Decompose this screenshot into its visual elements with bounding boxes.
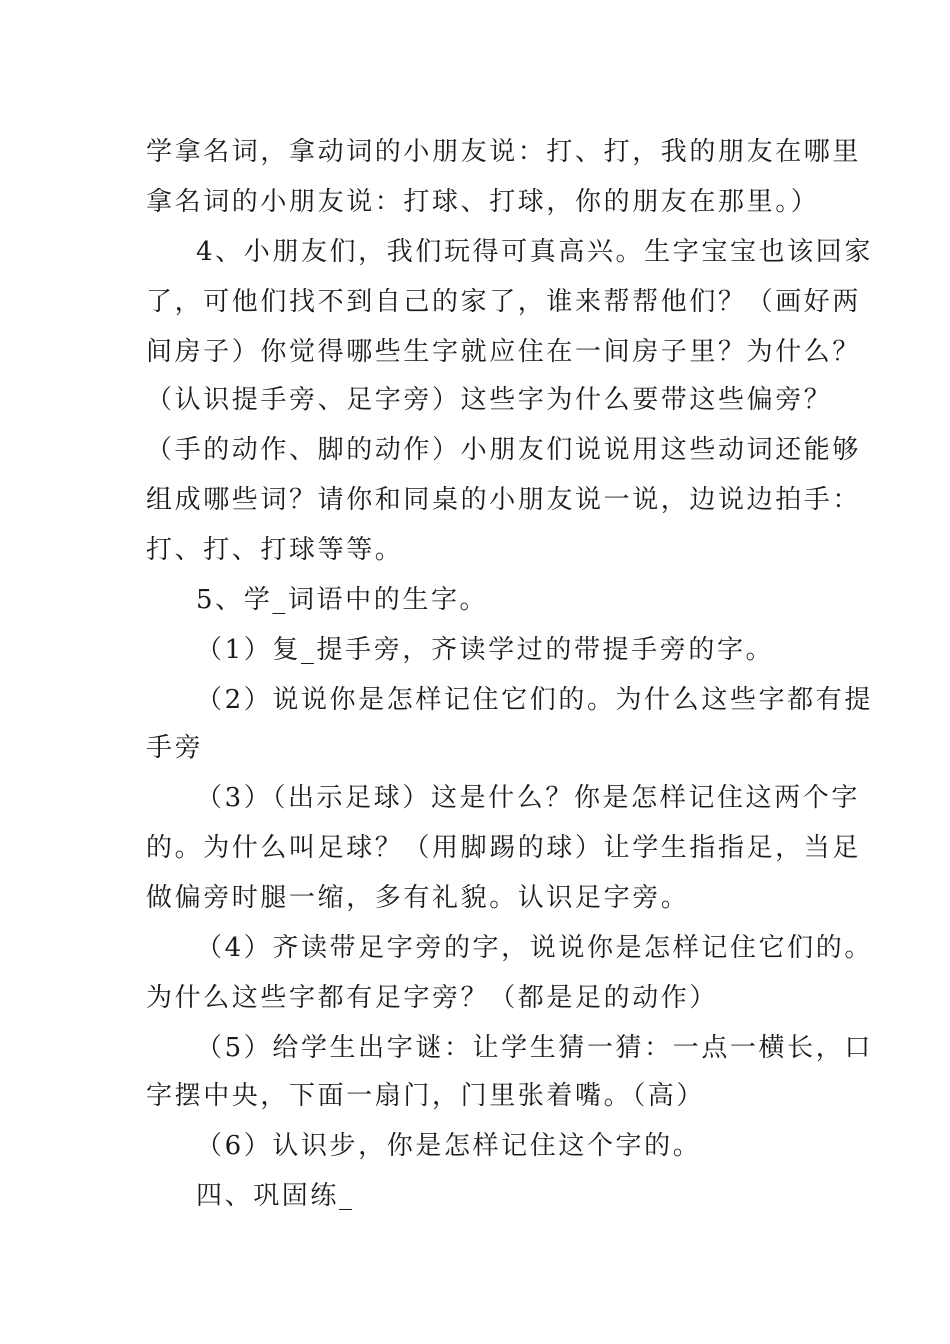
- text-line-1: 学拿名词，拿动词的小朋友说：打、打，我的朋友在哪里: [146, 137, 862, 167]
- text-line-18: 为什么这些字都有足字旁？（都是足的动作）: [146, 983, 719, 1013]
- text-line-4: 了，可他们找不到自己的家了，谁来帮帮他们？（画好两: [146, 287, 862, 317]
- text-line-7: （手的动作、脚的动作）小朋友们说说用这些动词还能够: [146, 435, 862, 465]
- text-line-2: 拿名词的小朋友说：打球、打球，你的朋友在那里。）: [146, 187, 820, 217]
- text-line-14: （3）（出示足球）这是什么？你是怎样记住这两个字: [196, 783, 860, 813]
- text-line-5: 间房子）你觉得哪些生字就应住在一间房子里？为什么？: [146, 337, 862, 367]
- text-line-6: （认识提手旁、足字旁）这些字为什么要带这些偏旁？: [146, 385, 833, 415]
- text-line-15: 的。为什么叫足球？（用脚踢的球）让学生指指足，当足: [146, 833, 862, 863]
- text-line-21: （6）认识步，你是怎样记住这个字的。: [196, 1131, 702, 1161]
- text-line-8: 组成哪些词？请你和同桌的小朋友说一说，边说边拍手：: [146, 485, 862, 515]
- text-line-20: 字摆中央，下面一扇门，门里张着嘴。（高）: [146, 1081, 706, 1111]
- text-line-11: （1）复_提手旁，齐读学过的带提手旁的字。: [196, 635, 775, 665]
- text-line-3: 4、小朋友们，我们玩得可真高兴。生字宝宝也该回家: [196, 237, 873, 267]
- text-line-10: 5、学_词语中的生字。: [196, 585, 489, 615]
- text-line-13: 手旁: [146, 733, 204, 763]
- text-line-9: 打、打、打球等等。: [146, 535, 404, 565]
- text-line-12: （2）说说你是怎样记住它们的。为什么这些字都有提: [196, 685, 873, 715]
- text-line-19: （5）给学生出字谜：让学生猜一猜：一点一横长，口: [196, 1033, 873, 1063]
- text-line-16: 做偏旁时腿一缩，多有礼貌。认识足字旁。: [146, 883, 690, 913]
- text-line-17: （4）齐读带足字旁的字，说说你是怎样记住它们的。: [196, 933, 873, 963]
- text-line-22: 四、巩固练_: [196, 1181, 355, 1211]
